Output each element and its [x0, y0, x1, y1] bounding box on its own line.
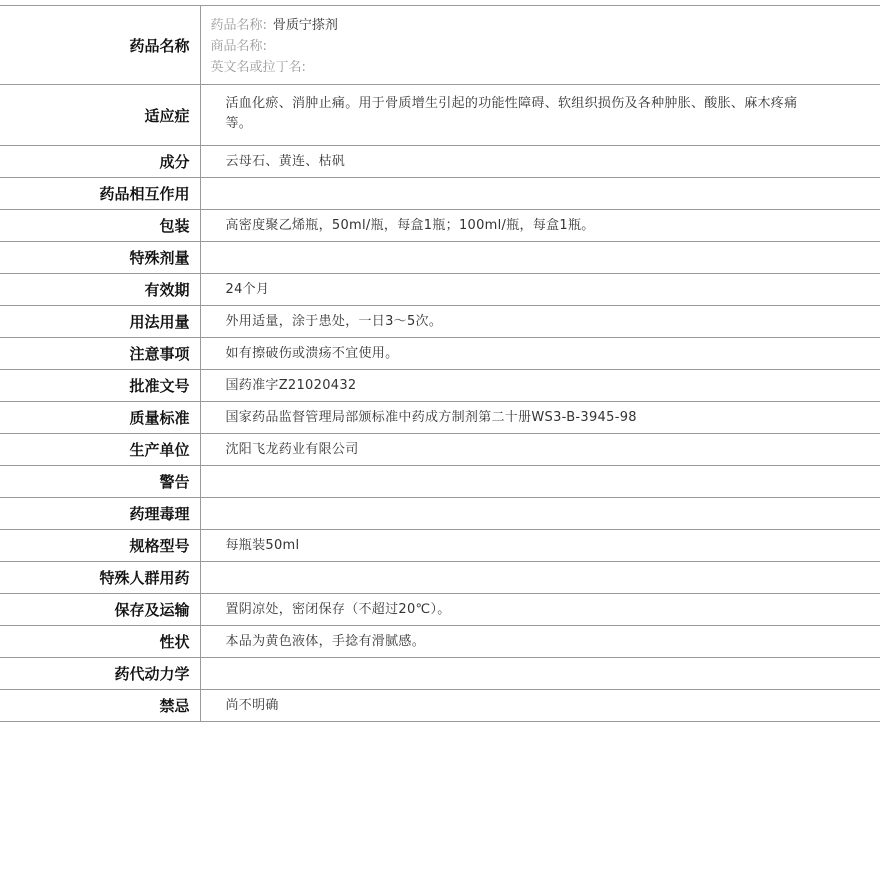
row-value: 国家药品监督管理局部颁标准中药成方制剂第二十册WS3-B-3945-98 — [200, 402, 880, 434]
generic-name-value: 骨质宁搽剂 — [272, 18, 338, 33]
row-label: 性状 — [0, 626, 200, 658]
english-name-line — [211, 57, 880, 78]
trade-name-line — [211, 36, 880, 57]
row-value: 尚不明确 — [200, 690, 880, 722]
row-value: 24个月 — [200, 274, 880, 306]
table-row-appearance — [0, 626, 880, 658]
row-label: 药代动力学 — [0, 658, 200, 690]
row-label: 适应症 — [0, 85, 200, 146]
table-row-pharmacokinetics — [0, 658, 880, 690]
trade-name-key: 商品名称: — [210, 39, 267, 54]
table-row-approval-number — [0, 370, 880, 402]
generic-name-key: 药品名称: — [210, 18, 267, 33]
table-row-special-populations — [0, 562, 880, 594]
row-label: 警告 — [0, 466, 200, 498]
row-value — [200, 178, 880, 210]
table-row-drug-name — [0, 6, 880, 85]
row-value: 高密度聚乙烯瓶，50ml/瓶，每盒1瓶；100ml/瓶，每盒1瓶。 — [200, 210, 880, 242]
row-value — [200, 562, 880, 594]
row-label: 质量标准 — [0, 402, 200, 434]
row-label: 禁忌 — [0, 690, 200, 722]
table-row-storage — [0, 594, 880, 626]
row-value: 活血化瘀、消肿止痛。用于骨质增生引起的功能性障碍、软组织损伤及各种肿胀、酸胀、麻木疼痛等。 — [200, 85, 880, 146]
row-label: 生产单位 — [0, 434, 200, 466]
row-value — [200, 658, 880, 690]
row-value — [200, 242, 880, 274]
table-row-precautions — [0, 338, 880, 370]
row-value: 每瓶装50ml — [200, 530, 880, 562]
table-row-shelf-life — [0, 274, 880, 306]
table-row-interactions — [0, 178, 880, 210]
row-label: 用法用量 — [0, 306, 200, 338]
row-label: 药理毒理 — [0, 498, 200, 530]
table-row-manufacturer — [0, 434, 880, 466]
row-label: 特殊人群用药 — [0, 562, 200, 594]
table-row-specification — [0, 530, 880, 562]
table-row-ingredients — [0, 146, 880, 178]
row-label: 成分 — [0, 146, 200, 178]
english-name-key: 英文名或拉丁名: — [210, 60, 306, 75]
table-row-indication — [0, 85, 880, 146]
row-value — [200, 466, 880, 498]
generic-name-line — [211, 15, 880, 36]
row-value: 国药准字Z21020432 — [200, 370, 880, 402]
row-value: 云母石、黄连、枯矾 — [200, 146, 880, 178]
table-row-quality-standard — [0, 402, 880, 434]
row-label: 规格型号 — [0, 530, 200, 562]
row-label: 包装 — [0, 210, 200, 242]
row-value: 如有擦破伤或溃疡不宜使用。 — [200, 338, 880, 370]
table-row-warning — [0, 466, 880, 498]
row-label: 有效期 — [0, 274, 200, 306]
row-value: 沈阳飞龙药业有限公司 — [200, 434, 880, 466]
drug-spec-table — [0, 5, 880, 722]
row-value: 本品为黄色液体，手捻有滑腻感。 — [200, 626, 880, 658]
table-row-special-dosage — [0, 242, 880, 274]
table-row-packaging — [0, 210, 880, 242]
row-label: 特殊剂量 — [0, 242, 200, 274]
row-value: 置阴凉处，密闭保存（不超过20℃）。 — [200, 594, 880, 626]
table-row-contraindications — [0, 690, 880, 722]
table-row-usage — [0, 306, 880, 338]
row-label: 药品名称 — [0, 6, 200, 85]
drug-name-cell — [200, 6, 880, 85]
row-label: 保存及运输 — [0, 594, 200, 626]
row-label: 批准文号 — [0, 370, 200, 402]
row-value — [200, 498, 880, 530]
row-label: 注意事项 — [0, 338, 200, 370]
row-label: 药品相互作用 — [0, 178, 200, 210]
row-value: 外用适量，涂于患处，一日3～5次。 — [200, 306, 880, 338]
table-row-pharmacology — [0, 498, 880, 530]
